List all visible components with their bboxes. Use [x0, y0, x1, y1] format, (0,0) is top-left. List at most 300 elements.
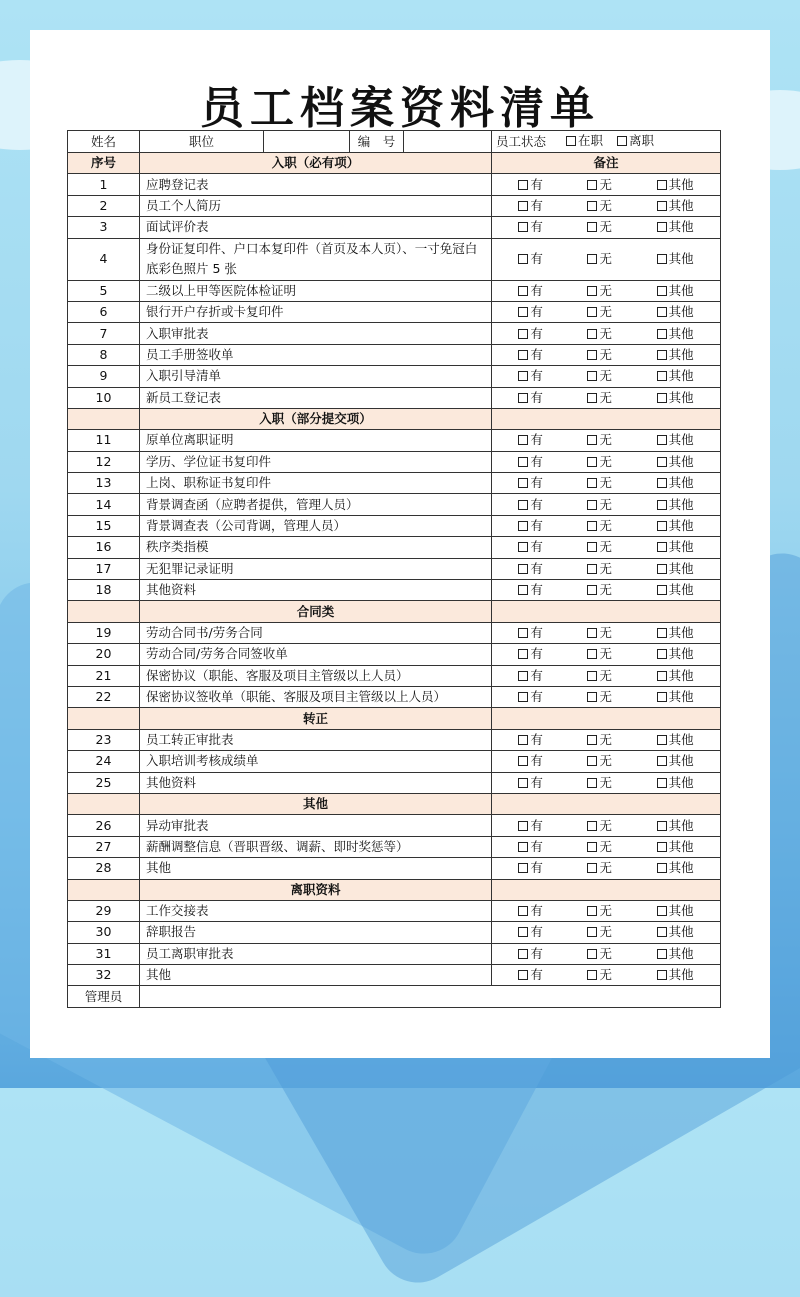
- option-label: 有: [530, 325, 543, 341]
- item-number: 23: [68, 729, 140, 750]
- option-checkbox-2[interactable]: [657, 858, 694, 878]
- option-checkbox-1[interactable]: [587, 388, 612, 408]
- table-row: [68, 387, 721, 408]
- option-group: [496, 516, 716, 536]
- option-checkbox-0[interactable]: [518, 388, 543, 408]
- option-checkbox-1[interactable]: [587, 249, 612, 269]
- option-checkbox-2[interactable]: [657, 666, 694, 686]
- option-checkbox-2[interactable]: [657, 196, 694, 216]
- option-checkbox-2[interactable]: [657, 901, 694, 921]
- checkbox-icon[interactable]: [657, 970, 667, 980]
- option-checkbox-0[interactable]: [518, 302, 543, 322]
- option-label: 其他: [668, 518, 694, 534]
- checkbox-icon[interactable]: [518, 863, 528, 873]
- checkbox-icon[interactable]: [518, 842, 528, 852]
- item-number: 14: [68, 494, 140, 515]
- checkbox-icon[interactable]: [657, 329, 667, 339]
- item-name: 入职培训考核成绩单: [140, 751, 492, 772]
- remark-options: [492, 387, 721, 408]
- option-checkbox-1[interactable]: [587, 302, 612, 322]
- checkbox-icon[interactable]: [518, 628, 528, 638]
- checkbox-icon[interactable]: [657, 927, 667, 937]
- item-number: 3: [68, 217, 140, 238]
- option-checkbox-1[interactable]: [587, 687, 612, 707]
- option-label: 其他: [668, 304, 694, 320]
- checkbox-icon[interactable]: [587, 821, 597, 831]
- remark-options: [492, 943, 721, 964]
- checkbox-icon[interactable]: [657, 628, 667, 638]
- option-checkbox-1[interactable]: [587, 217, 612, 237]
- option-label: 其他: [668, 689, 694, 705]
- option-label: 无: [599, 689, 612, 705]
- option-label: 其他: [668, 625, 694, 640]
- section-header-row: [68, 708, 721, 729]
- seq-header: [68, 408, 140, 429]
- checkbox-icon[interactable]: [518, 180, 528, 190]
- option-checkbox-2[interactable]: [657, 302, 694, 322]
- option-checkbox-2[interactable]: [657, 580, 694, 600]
- option-label: 其他: [668, 582, 694, 598]
- table-row: [68, 494, 721, 515]
- remark-options: [492, 451, 721, 472]
- option-checkbox-1[interactable]: [587, 837, 612, 857]
- table-row: [68, 644, 721, 665]
- option-checkbox-1[interactable]: [587, 495, 612, 515]
- option-checkbox-1[interactable]: [587, 281, 612, 301]
- checkbox-icon[interactable]: [518, 649, 528, 659]
- checkbox-icon[interactable]: [587, 671, 597, 681]
- option-group: [496, 537, 716, 557]
- option-label: 其他: [668, 219, 694, 235]
- status-employed-checkbox[interactable]: 在职: [566, 131, 603, 151]
- checkbox-icon[interactable]: [657, 585, 667, 595]
- option-checkbox-2[interactable]: [657, 751, 694, 771]
- option-label: 其他: [668, 432, 694, 448]
- option-checkbox-2[interactable]: [657, 944, 694, 964]
- table-row: [68, 515, 721, 536]
- checkbox-icon[interactable]: [657, 778, 667, 788]
- remark-options: [492, 174, 721, 195]
- option-checkbox-0[interactable]: [518, 687, 543, 707]
- checkbox-icon[interactable]: [657, 307, 667, 317]
- section-title: 入职（部分提交项）: [140, 408, 492, 429]
- item-number: 28: [68, 858, 140, 879]
- option-group: [496, 324, 716, 344]
- option-checkbox-1[interactable]: [587, 816, 612, 836]
- checkbox-icon[interactable]: [518, 435, 528, 445]
- checkbox-icon[interactable]: [657, 500, 667, 510]
- checkbox-icon[interactable]: [587, 201, 597, 211]
- option-checkbox-0[interactable]: [518, 217, 543, 237]
- option-checkbox-1[interactable]: [587, 430, 612, 450]
- option-checkbox-1[interactable]: [587, 345, 612, 365]
- checkbox-icon[interactable]: [657, 649, 667, 659]
- option-checkbox-1[interactable]: [587, 922, 612, 942]
- checkbox-icon[interactable]: [587, 254, 597, 264]
- checkbox-icon[interactable]: [587, 478, 597, 488]
- item-name: 应聘登记表: [140, 174, 492, 195]
- checkbox-icon[interactable]: [518, 756, 528, 766]
- option-checkbox-2[interactable]: [657, 516, 694, 536]
- option-checkbox-1[interactable]: [587, 773, 612, 793]
- option-checkbox-1[interactable]: [587, 324, 612, 344]
- option-group: [496, 452, 716, 472]
- option-checkbox-2[interactable]: [657, 366, 694, 386]
- item-name: 银行开户存折或卡复印件: [140, 301, 492, 322]
- checkbox-icon[interactable]: [518, 478, 528, 488]
- checkbox-icon[interactable]: [657, 201, 667, 211]
- checkbox-icon[interactable]: [518, 286, 528, 296]
- option-label: 无: [599, 731, 612, 747]
- checkbox-icon[interactable]: [657, 756, 667, 766]
- option-group: [496, 366, 716, 386]
- checkbox-icon[interactable]: [518, 671, 528, 681]
- checkbox-icon[interactable]: [657, 906, 667, 916]
- admin-field[interactable]: [140, 986, 721, 1007]
- remark-options: [492, 922, 721, 943]
- checkbox-icon[interactable]: [587, 393, 597, 403]
- option-checkbox-0[interactable]: [518, 537, 543, 557]
- checkbox-icon[interactable]: [587, 906, 597, 916]
- option-checkbox-0[interactable]: [518, 816, 543, 836]
- option-checkbox-2[interactable]: [657, 345, 694, 365]
- remark-options: [492, 323, 721, 344]
- option-group: [496, 666, 716, 686]
- option-checkbox-0[interactable]: [518, 495, 543, 515]
- option-checkbox-0[interactable]: [518, 730, 543, 750]
- option-checkbox-2[interactable]: [657, 623, 694, 643]
- option-checkbox-2[interactable]: [657, 730, 694, 750]
- option-checkbox-2[interactable]: [657, 773, 694, 793]
- remark-options: [492, 344, 721, 365]
- checkbox-icon[interactable]: [657, 180, 667, 190]
- checkbox-icon[interactable]: [587, 521, 597, 531]
- option-checkbox-1[interactable]: [587, 196, 612, 216]
- number-label: 编 号: [350, 131, 404, 153]
- item-number: 27: [68, 836, 140, 857]
- option-checkbox-0[interactable]: [518, 901, 543, 921]
- option-label: 有: [530, 197, 543, 213]
- checkbox-icon[interactable]: [657, 542, 667, 552]
- checkbox-icon[interactable]: [518, 371, 528, 381]
- item-name: 上岗、职称证书复印件: [140, 473, 492, 494]
- table-row: [68, 858, 721, 879]
- section-header-row: [68, 879, 721, 900]
- option-checkbox-2[interactable]: [657, 175, 694, 195]
- checkbox-icon[interactable]: [587, 927, 597, 937]
- checkbox-icon[interactable]: [518, 735, 528, 745]
- seq-header: [68, 601, 140, 622]
- checkbox-icon[interactable]: [587, 564, 597, 574]
- option-label: 无: [599, 304, 612, 320]
- checkbox-icon[interactable]: [518, 307, 528, 317]
- option-checkbox-0[interactable]: [518, 366, 543, 386]
- option-checkbox-2[interactable]: [657, 249, 694, 269]
- checkbox-icon[interactable]: [587, 649, 597, 659]
- checkbox-icon[interactable]: [657, 435, 667, 445]
- option-label: 有: [530, 251, 543, 267]
- option-label: 无: [599, 389, 612, 405]
- checkbox-icon[interactable]: [587, 628, 597, 638]
- checkbox-icon[interactable]: [587, 692, 597, 702]
- checkbox-icon[interactable]: [587, 457, 597, 467]
- checkbox-icon[interactable]: [657, 478, 667, 488]
- option-checkbox-2[interactable]: [657, 922, 694, 942]
- option-checkbox-0[interactable]: [518, 345, 543, 365]
- option-checkbox-2[interactable]: [657, 495, 694, 515]
- checkbox-icon[interactable]: [518, 500, 528, 510]
- option-label: 无: [599, 251, 612, 267]
- option-checkbox-1[interactable]: [587, 858, 612, 878]
- checkbox-icon[interactable]: [657, 371, 667, 381]
- checkbox-icon[interactable]: [657, 564, 667, 574]
- checkbox-icon[interactable]: [587, 970, 597, 980]
- checkbox-icon[interactable]: [518, 521, 528, 531]
- option-checkbox-2[interactable]: [657, 837, 694, 857]
- checkbox-icon[interactable]: [518, 201, 528, 211]
- option-checkbox-0[interactable]: [518, 324, 543, 344]
- option-label: 有: [530, 646, 543, 662]
- option-group: [496, 430, 716, 450]
- option-group: [496, 302, 716, 322]
- checkbox-icon[interactable]: [657, 286, 667, 296]
- option-checkbox-0[interactable]: [518, 944, 543, 964]
- checkbox-icon[interactable]: [518, 821, 528, 831]
- option-checkbox-2[interactable]: [657, 473, 694, 493]
- option-checkbox-1[interactable]: [587, 559, 612, 579]
- checkbox-icon[interactable]: [518, 927, 528, 937]
- option-checkbox-2[interactable]: [657, 452, 694, 472]
- option-label: 其他: [668, 325, 694, 341]
- section-title: 入职（必有项）: [140, 153, 492, 174]
- checkbox-icon[interactable]: [518, 457, 528, 467]
- option-checkbox-1[interactable]: [587, 473, 612, 493]
- number-field[interactable]: [404, 131, 492, 153]
- option-label: 其他: [668, 774, 694, 790]
- option-checkbox-2[interactable]: [657, 217, 694, 237]
- option-label: 无: [599, 539, 612, 555]
- checkbox-icon[interactable]: [518, 542, 528, 552]
- checkbox-icon[interactable]: [518, 254, 528, 264]
- checkbox-icon[interactable]: [587, 329, 597, 339]
- checkbox-icon[interactable]: [518, 778, 528, 788]
- option-label: 有: [530, 560, 543, 576]
- option-group: [496, 473, 716, 493]
- option-checkbox-2[interactable]: [657, 430, 694, 450]
- remark-options: [492, 515, 721, 536]
- option-checkbox-0[interactable]: [518, 965, 543, 985]
- checkbox-icon[interactable]: [587, 435, 597, 445]
- checkbox-icon[interactable]: [518, 585, 528, 595]
- option-label: 其他: [668, 496, 694, 512]
- remark-options: [492, 665, 721, 686]
- option-checkbox-0[interactable]: [518, 196, 543, 216]
- option-group: [496, 687, 716, 707]
- remark-options: [492, 430, 721, 451]
- checkbox-icon[interactable]: [587, 842, 597, 852]
- remark-header: [492, 879, 721, 900]
- remark-options: [492, 965, 721, 986]
- checkbox-icon[interactable]: [518, 906, 528, 916]
- position-field[interactable]: [264, 131, 350, 153]
- option-checkbox-0[interactable]: [518, 623, 543, 643]
- table-row: [68, 622, 721, 643]
- remark-options: [492, 622, 721, 643]
- option-group: [496, 623, 716, 643]
- option-checkbox-1[interactable]: [587, 901, 612, 921]
- option-checkbox-0[interactable]: [518, 559, 543, 579]
- status-resigned-checkbox[interactable]: 离职: [617, 131, 654, 151]
- option-checkbox-1[interactable]: [587, 516, 612, 536]
- item-name: 二级以上甲等医院体检证明: [140, 280, 492, 301]
- option-checkbox-2[interactable]: [657, 324, 694, 344]
- option-checkbox-2[interactable]: [657, 965, 694, 985]
- option-checkbox-1[interactable]: [587, 751, 612, 771]
- option-checkbox-1[interactable]: [587, 452, 612, 472]
- checkbox-icon[interactable]: [518, 329, 528, 339]
- option-checkbox-0[interactable]: [518, 281, 543, 301]
- option-label: 无: [599, 282, 612, 298]
- option-label: 有: [530, 219, 543, 235]
- checkbox-icon[interactable]: [587, 500, 597, 510]
- table-row: [68, 729, 721, 750]
- option-checkbox-0[interactable]: [518, 175, 543, 195]
- checkbox-icon[interactable]: [587, 542, 597, 552]
- checkbox-icon[interactable]: [657, 350, 667, 360]
- option-checkbox-2[interactable]: [657, 559, 694, 579]
- section-header-row: [68, 793, 721, 814]
- checkbox-icon[interactable]: [657, 254, 667, 264]
- checkbox-icon[interactable]: [657, 949, 667, 959]
- option-label: 其他: [668, 667, 694, 683]
- checkbox-icon[interactable]: [587, 286, 597, 296]
- option-checkbox-2[interactable]: [657, 537, 694, 557]
- table-row: [68, 751, 721, 772]
- option-checkbox-2[interactable]: [657, 816, 694, 836]
- option-checkbox-1[interactable]: [587, 623, 612, 643]
- checkbox-icon[interactable]: [518, 350, 528, 360]
- checkbox-icon[interactable]: [587, 180, 597, 190]
- table-row: [68, 238, 721, 280]
- remark-options: [492, 858, 721, 879]
- option-label: 有: [530, 731, 543, 747]
- checkbox-icon[interactable]: [657, 735, 667, 745]
- checkbox-icon[interactable]: [587, 307, 597, 317]
- option-checkbox-1[interactable]: [587, 537, 612, 557]
- option-checkbox-0[interactable]: [518, 430, 543, 450]
- checkbox-icon[interactable]: [518, 222, 528, 232]
- option-label: 有: [530, 860, 543, 876]
- option-label: 其他: [668, 368, 694, 384]
- option-label: 有: [530, 389, 543, 405]
- option-checkbox-0[interactable]: [518, 751, 543, 771]
- checkbox-icon[interactable]: [587, 350, 597, 360]
- option-checkbox-1[interactable]: [587, 580, 612, 600]
- option-checkbox-2[interactable]: [657, 687, 694, 707]
- item-name: 薪酬调整信息（晋职晋级、调薪、即时奖惩等）: [140, 836, 492, 857]
- checkbox-icon[interactable]: [587, 585, 597, 595]
- option-checkbox-0[interactable]: [518, 666, 543, 686]
- checkbox-icon[interactable]: [518, 564, 528, 574]
- item-name: 保密协议签收单（职能、客服及项目主管级以上人员）: [140, 686, 492, 707]
- item-name: 辞职报告: [140, 922, 492, 943]
- table-row: [68, 430, 721, 451]
- option-checkbox-0[interactable]: [518, 249, 543, 269]
- option-checkbox-1[interactable]: [587, 730, 612, 750]
- remark-options: [492, 772, 721, 793]
- option-checkbox-2[interactable]: [657, 388, 694, 408]
- item-number: 13: [68, 473, 140, 494]
- checkbox-icon[interactable]: [518, 970, 528, 980]
- option-label: 有: [530, 967, 543, 983]
- checkbox-icon[interactable]: [657, 671, 667, 681]
- remark-options: [492, 494, 721, 515]
- option-checkbox-0[interactable]: [518, 516, 543, 536]
- checkbox-icon[interactable]: [657, 863, 667, 873]
- option-checkbox-1[interactable]: [587, 366, 612, 386]
- checkbox-icon[interactable]: [518, 692, 528, 702]
- option-checkbox-0[interactable]: [518, 858, 543, 878]
- checkbox-icon[interactable]: [587, 949, 597, 959]
- checkbox-icon[interactable]: [657, 521, 667, 531]
- option-checkbox-0[interactable]: [518, 644, 543, 664]
- option-checkbox-1[interactable]: [587, 666, 612, 686]
- option-label: 无: [599, 432, 612, 448]
- checkbox-icon[interactable]: [587, 778, 597, 788]
- document-sheet: [30, 30, 770, 1058]
- checkbox-icon[interactable]: [657, 457, 667, 467]
- checkbox-icon[interactable]: [587, 756, 597, 766]
- item-name: 员工离职审批表: [140, 943, 492, 964]
- option-checkbox-0[interactable]: [518, 452, 543, 472]
- checkbox-icon[interactable]: [657, 393, 667, 403]
- option-checkbox-0[interactable]: [518, 837, 543, 857]
- item-number: 31: [68, 943, 140, 964]
- item-name: 入职审批表: [140, 323, 492, 344]
- checkbox-icon[interactable]: [518, 949, 528, 959]
- item-number: 25: [68, 772, 140, 793]
- option-checkbox-2[interactable]: [657, 281, 694, 301]
- option-label: 无: [599, 496, 612, 512]
- checkbox-icon[interactable]: [657, 692, 667, 702]
- option-checkbox-2[interactable]: [657, 644, 694, 664]
- option-checkbox-0[interactable]: [518, 473, 543, 493]
- option-checkbox-1[interactable]: [587, 644, 612, 664]
- checkbox-icon[interactable]: [587, 735, 597, 745]
- checkbox-icon[interactable]: [657, 821, 667, 831]
- checkbox-icon[interactable]: [518, 393, 528, 403]
- item-number: 21: [68, 665, 140, 686]
- section-header-row: [68, 408, 721, 429]
- option-checkbox-1[interactable]: [587, 175, 612, 195]
- option-checkbox-0[interactable]: [518, 773, 543, 793]
- option-checkbox-0[interactable]: [518, 922, 543, 942]
- option-group: [496, 281, 716, 301]
- option-checkbox-1[interactable]: [587, 965, 612, 985]
- remark-options: [492, 473, 721, 494]
- option-checkbox-1[interactable]: [587, 944, 612, 964]
- checkbox-icon[interactable]: [657, 222, 667, 232]
- item-name: 面试评价表: [140, 217, 492, 238]
- item-name: 工作交接表: [140, 900, 492, 921]
- checkbox-icon[interactable]: [587, 371, 597, 381]
- checkbox-icon[interactable]: [587, 222, 597, 232]
- checkbox-icon[interactable]: [657, 842, 667, 852]
- section-title: 合同类: [140, 601, 492, 622]
- option-checkbox-0[interactable]: [518, 580, 543, 600]
- checkbox-icon[interactable]: [587, 863, 597, 873]
- item-name: 其他: [140, 965, 492, 986]
